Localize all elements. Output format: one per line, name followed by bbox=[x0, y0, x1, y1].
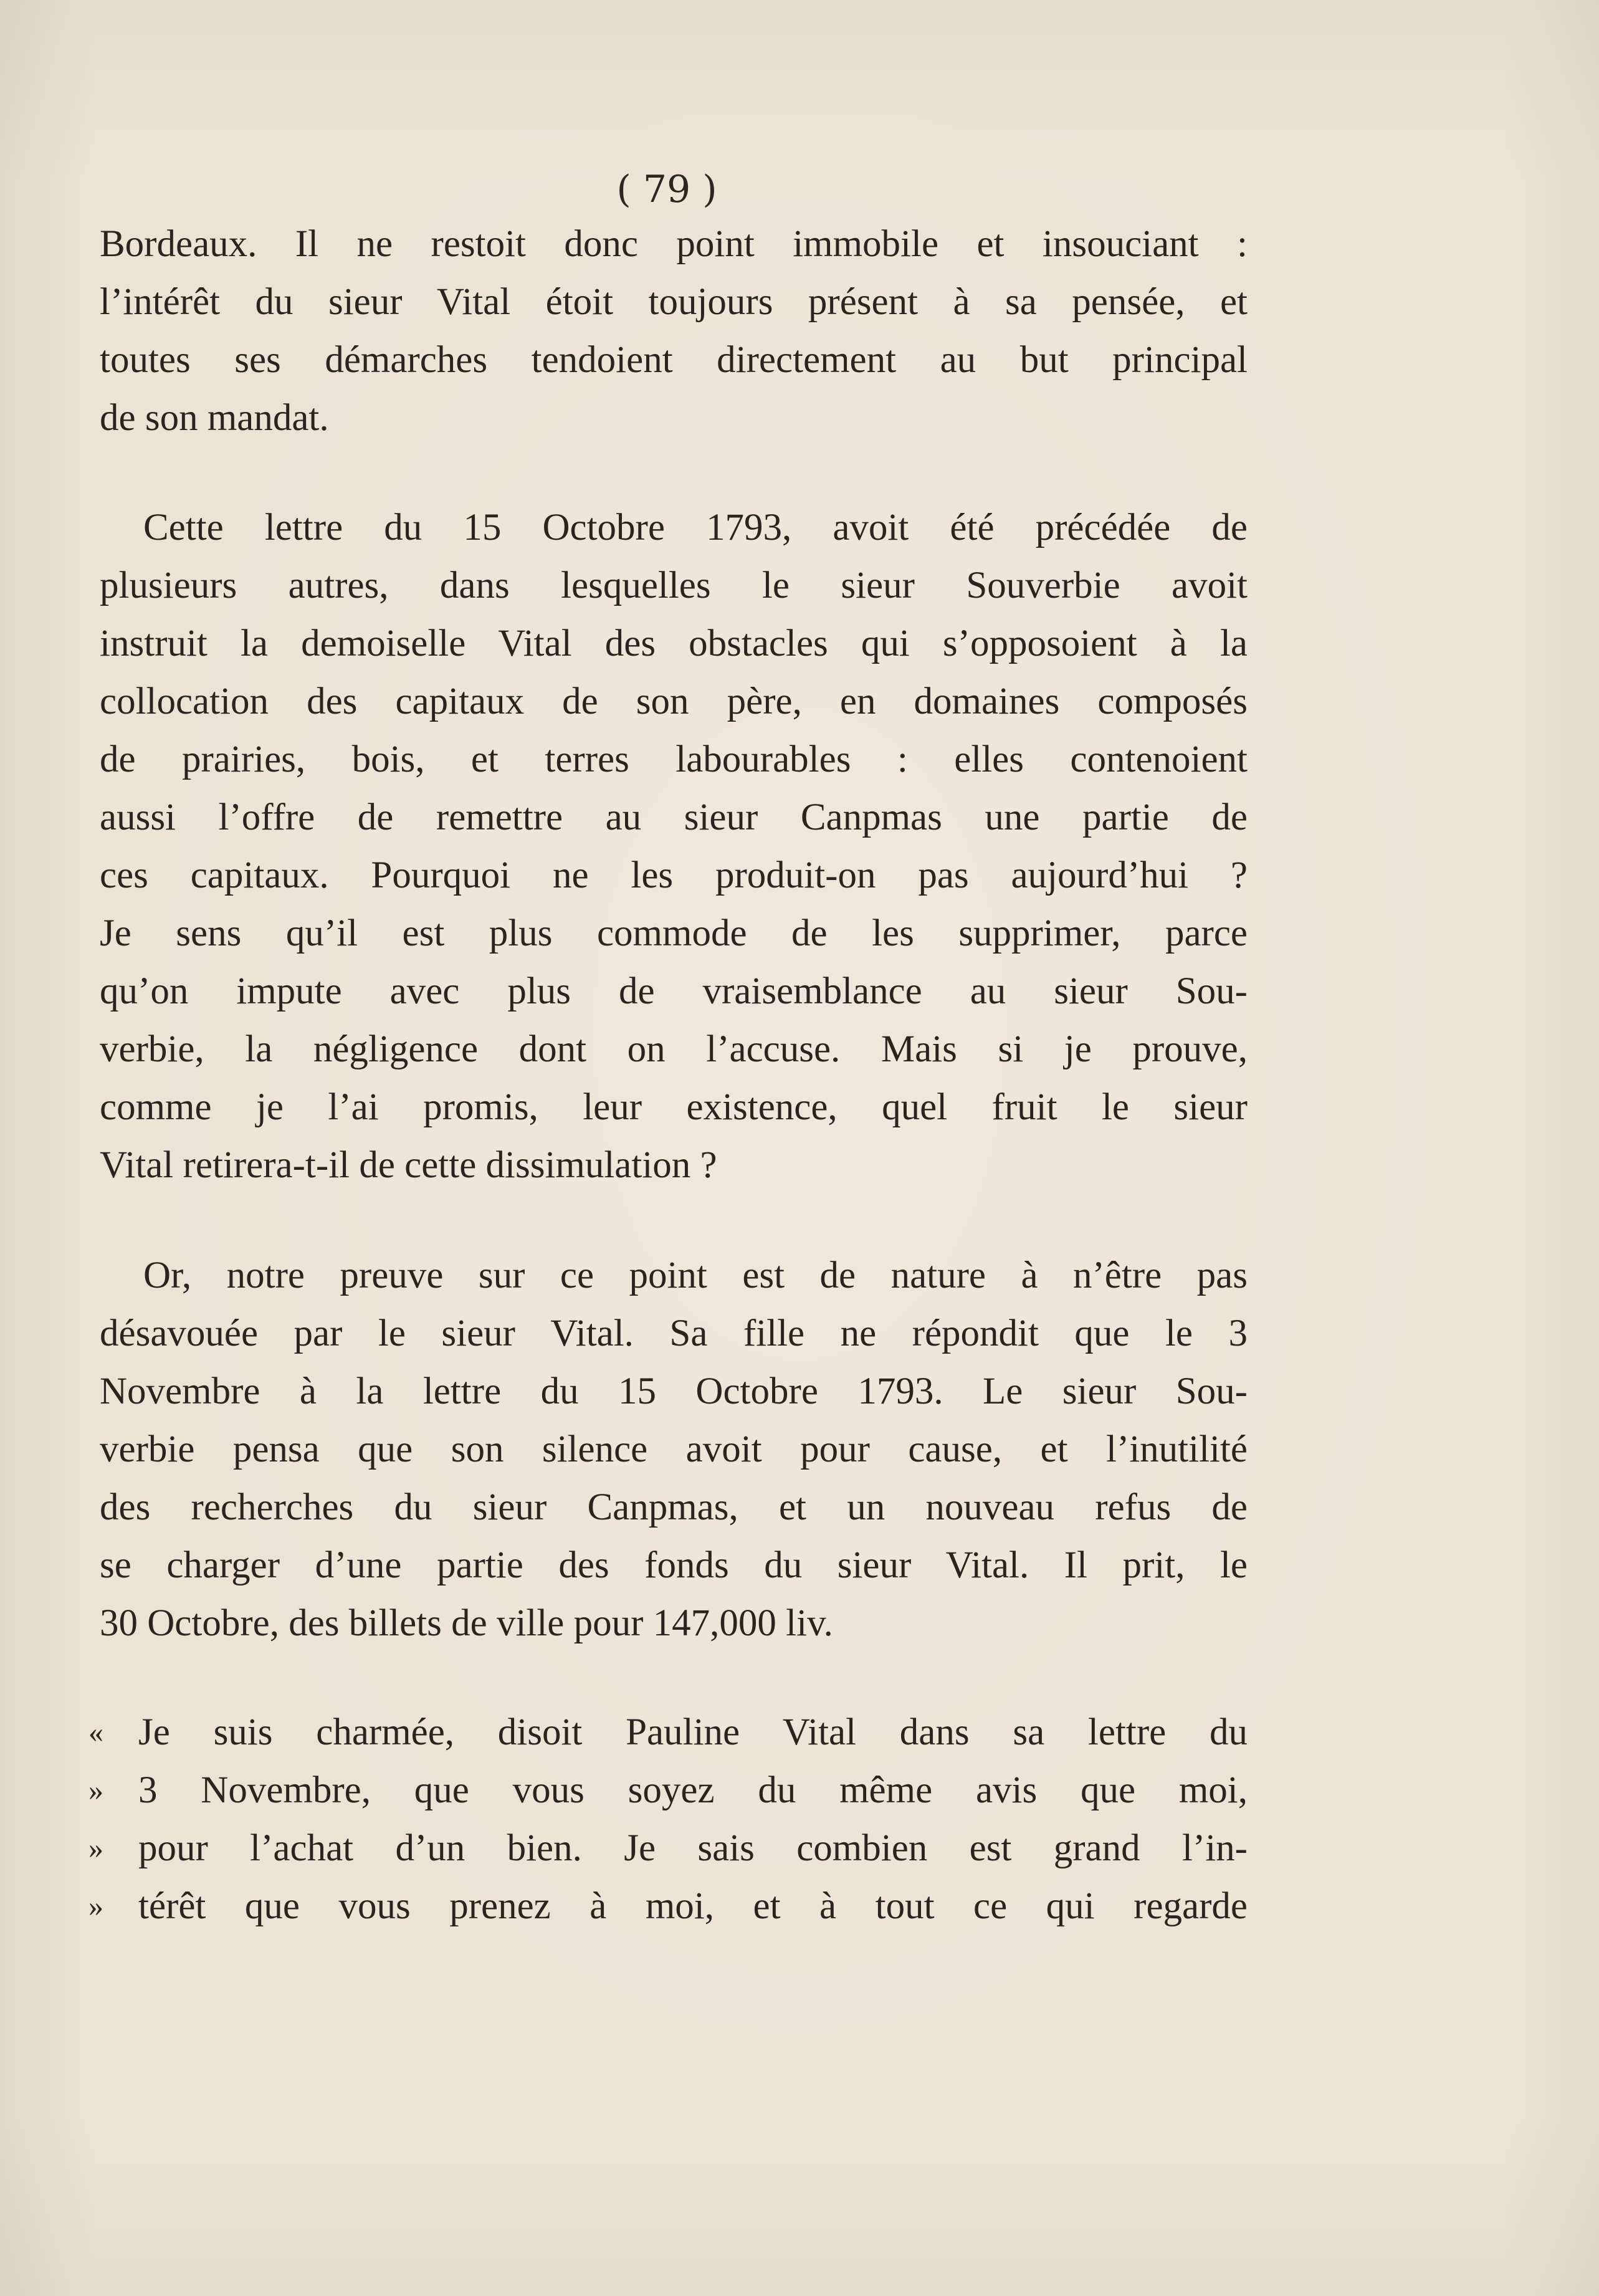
text-line: Bordeaux. Il ne restoit donc point immobile et insouciant : bbox=[100, 223, 1248, 265]
text-line: ces capitaux. Pourquoi ne les produit-on pas aujourd’hui ? bbox=[100, 854, 1248, 896]
text-line: Or, notre preuve sur ce point est de nature à n’être pas bbox=[143, 1255, 1248, 1296]
text-line: Vital retirera-t-il de cette dissimulation ? bbox=[100, 1144, 717, 1186]
quote-mark: » bbox=[88, 1774, 103, 1807]
quote-text: térêt que vous prenez à moi, et à tout ce qui regarde bbox=[138, 1885, 1248, 1927]
text-line: se charger d’une partie des fonds du sieur Vital. Il prit, le bbox=[100, 1544, 1248, 1586]
text-line: de son mandat. bbox=[100, 397, 329, 439]
text-line: collocation des capitaux de son père, en domaines composés bbox=[100, 681, 1248, 722]
text-line: comme je l’ai promis, leur existence, quel fruit le sieur bbox=[100, 1086, 1248, 1128]
text-line: Cette lettre du 15 Octobre 1793, avoit été précédée de bbox=[143, 507, 1248, 548]
quote-text: 3 Novembre, que vous soyez du même avis que moi, bbox=[138, 1769, 1248, 1811]
quote-mark: » bbox=[88, 1832, 103, 1865]
quote-line bbox=[88, 1761, 1248, 1819]
text-line: qu’on impute avec plus de vraisemblance au sieur Sou- bbox=[100, 970, 1248, 1012]
paragraph-3 bbox=[100, 1246, 1248, 1652]
text-line: plusieurs autres, dans lesquelles le sieur Souverbie avoit bbox=[100, 565, 1248, 606]
text-line: l’intérêt du sieur Vital étoit toujours présent à sa pensée, et bbox=[100, 281, 1248, 323]
text-line: des recherches du sieur Canpmas, et un nouveau refus de bbox=[100, 1486, 1248, 1528]
paragraph-2 bbox=[100, 499, 1248, 1194]
quote-text: Je suis charmée, disoit Pauline Vital dans sa lettre du bbox=[138, 1711, 1248, 1753]
quotation bbox=[88, 1703, 1248, 1935]
text-line: Je sens qu’il est plus commode de les supprimer, parce bbox=[100, 912, 1248, 954]
quote-text: pour l’achat d’un bien. Je sais combien est grand l’in- bbox=[138, 1827, 1248, 1869]
quote-mark: « bbox=[88, 1716, 103, 1749]
quote-mark: » bbox=[88, 1890, 103, 1923]
text-line: aussi l’offre de remettre au sieur Canpmas une partie de bbox=[100, 796, 1248, 838]
text-line: 30 Octobre, des billets de ville pour 147,000 liv. bbox=[100, 1602, 833, 1644]
quote-line bbox=[88, 1819, 1248, 1877]
text-line: verbie pensa que son silence avoit pour cause, et l’inutilité bbox=[100, 1428, 1248, 1470]
text-line: désavouée par le sieur Vital. Sa fille ne répondit que le 3 bbox=[100, 1313, 1248, 1354]
quote-line bbox=[88, 1877, 1248, 1935]
text-line: instruit la demoiselle Vital des obstacles qui s’opposoient à la bbox=[100, 623, 1248, 664]
paragraph-1 bbox=[100, 215, 1248, 447]
page-number: ( 79 ) bbox=[616, 168, 717, 211]
text-line: toutes ses démarches tendoient directement au but principal bbox=[100, 339, 1248, 381]
quote-line bbox=[88, 1703, 1248, 1761]
text-line: de prairies, bois, et terres labourables : elles contenoient bbox=[100, 739, 1248, 780]
text-line: Novembre à la lettre du 15 Octobre 1793. Le sieur Sou- bbox=[100, 1370, 1248, 1412]
text-line: verbie, la négligence dont on l’accuse. Mais si je prouve, bbox=[100, 1028, 1248, 1070]
